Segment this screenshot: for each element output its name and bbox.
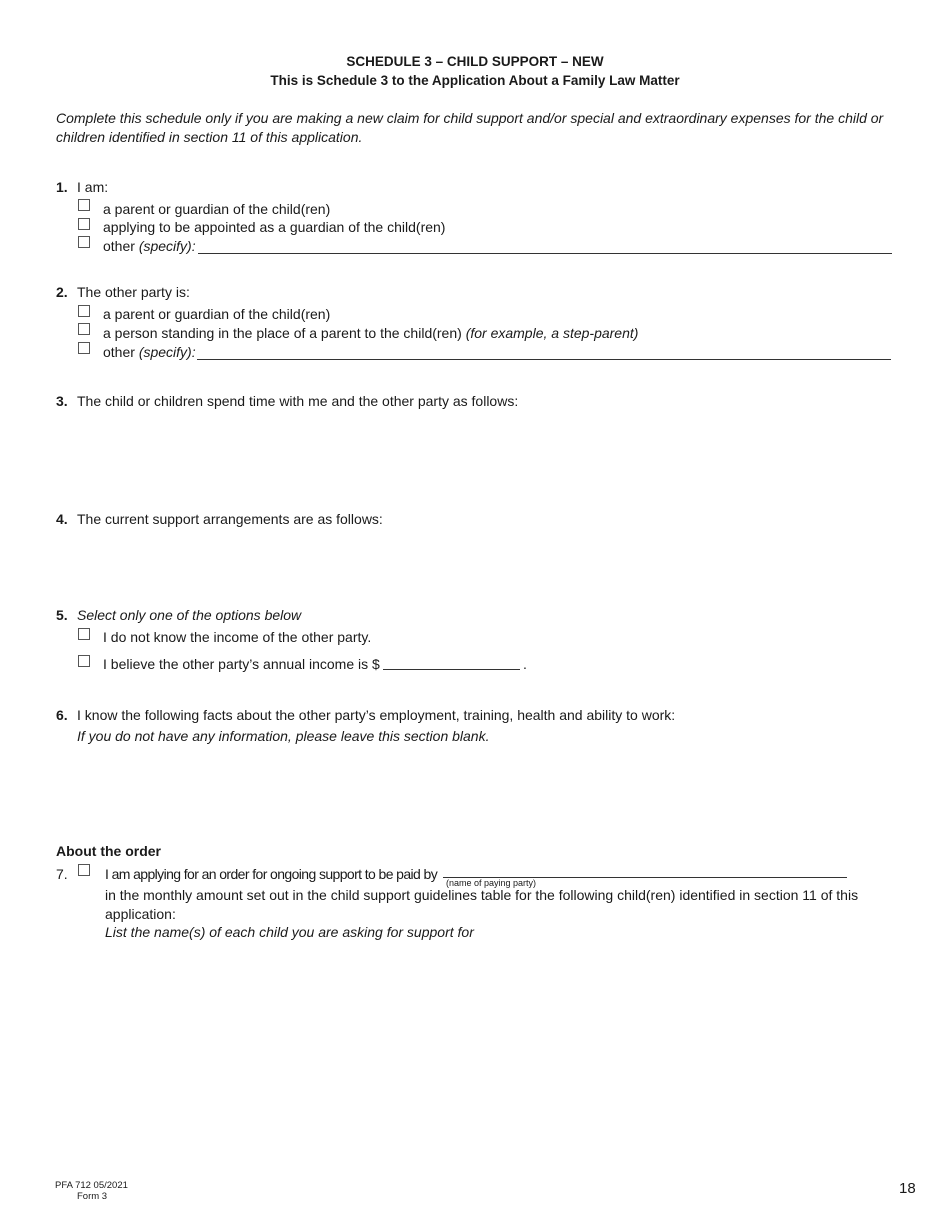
q2-label: The other party is: [77,284,190,300]
form-name: Form 3 [77,1191,108,1202]
q2-option-3-checkbox[interactable] [78,342,90,354]
q5-number: 5. [56,607,68,623]
q4-label: The current support arrangements are as follows: [77,511,383,527]
q5-option-2-label: I believe the other party’s annual income is $ [103,656,380,672]
q1-option-3-checkbox[interactable] [78,236,90,248]
q1-other-text: other [103,238,135,254]
q7-continuation-1: in the monthly amount set out in the child support guidelines table for the following child(ren) identified in section 11 of this [105,887,859,903]
q2-option-2-text: a person standing in the place of a parent to the child(ren) [103,325,462,341]
q2-option-2-label [103,325,638,341]
page-subtitle: This is Schedule 3 to the Application About a Family Law Matter [270,73,680,88]
q5-option-1-checkbox[interactable] [78,628,90,640]
q7-children-list-area[interactable] [105,946,892,1146]
q7-hint: List the name(s) of each child you are asking for support for [105,924,474,940]
q1-option-3-label [103,238,196,254]
intro-instructions: Complete this schedule only if you are making a new claim for child support and/or special and extraordinary expenses for the child or children identified in section 11 of this application. [56,110,884,145]
q2-other-hint: (specify): [138,344,196,360]
q5-option-1-label: I do not know the income of the other party. [103,629,372,645]
form-code: PFA 712 05/2021 [55,1180,128,1191]
q1-option-1-checkbox[interactable] [78,199,90,211]
q1-number: 1. [56,179,68,195]
q6-number: 6. [56,707,68,723]
q2-option-1-label: a parent or guardian of the child(ren) [103,306,331,322]
q2-option-2-hint: (for example, a step-parent) [465,325,639,341]
q2-other-text: other [103,344,135,360]
q5-period: . [523,656,527,672]
q1-other-hint: (specify): [138,238,196,254]
q7-continuation-2: application: [105,906,176,922]
q3-answer-area[interactable] [77,414,892,504]
q6-answer-area[interactable] [77,750,892,830]
q7-checkbox[interactable] [78,864,90,876]
q4-answer-area[interactable] [77,532,892,600]
q6-hint: If you do not have any information, please leave this section blank. [77,728,490,744]
q2-other-specify-field[interactable] [197,359,891,360]
q5-income-field[interactable] [383,669,520,670]
q7-paying-party-sublabel: (name of paying party) [446,878,537,888]
q5-option-2-checkbox[interactable] [78,655,90,667]
q5-label: Select only one of the options below [77,607,302,623]
page-number: 18 [899,1180,916,1197]
q6-label: I know the following facts about the other party’s employment, training, health and ability to work: [77,707,676,723]
q2-option-3-label [103,344,196,360]
q1-option-1-label: a parent or guardian of the child(ren) [103,201,331,217]
q1-option-2-label: applying to be appointed as a guardian of the child(ren) [103,219,446,235]
q2-number: 2. [56,284,68,300]
q4-number: 4. [56,511,68,527]
q2-option-2-checkbox[interactable] [78,323,90,335]
q7-text: I am applying for an order for ongoing support to be paid by [105,866,438,882]
q1-other-specify-field[interactable] [198,253,892,254]
q3-number: 3. [56,393,68,409]
q7-number: 7. [56,866,68,882]
q1-option-2-checkbox[interactable] [78,218,90,230]
order-heading: About the order [56,843,161,859]
q2-option-1-checkbox[interactable] [78,305,90,317]
page-title: SCHEDULE 3 – CHILD SUPPORT – NEW [346,54,604,69]
q1-label: I am: [77,179,109,195]
q3-label: The child or children spend time with me and the other party as follows: [77,393,519,409]
